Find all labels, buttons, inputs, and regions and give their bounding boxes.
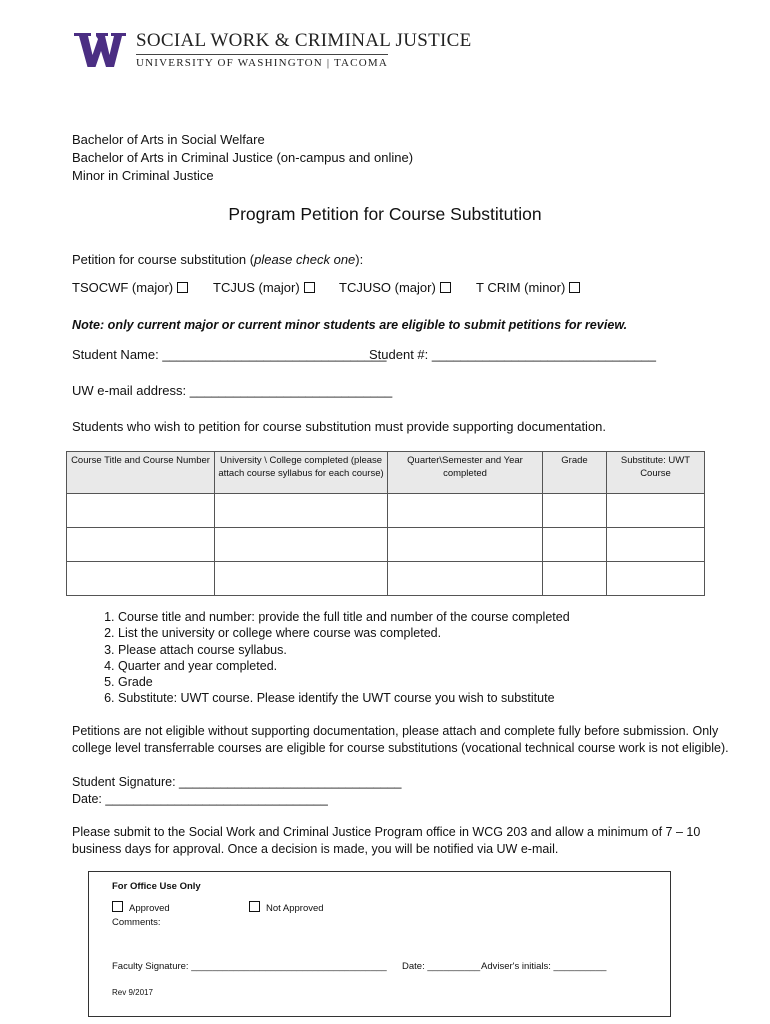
submit-line-2: business days for approval. Once a decision is made, you will be notified via UW e-mail. [72,842,559,856]
option-tcjus[interactable]: TCJUS (major) [213,279,315,297]
option-tcjuso[interactable]: TCJUSO (major) [339,279,451,297]
office-date-field[interactable]: Date: __________ [402,961,481,972]
list-item: 1. Course title and number: provide the full title and number of the course completed [118,609,570,625]
table-cell[interactable] [215,528,388,562]
course-table [66,451,705,596]
program-line-1: Bachelor of Arts in Social Welfare [72,132,265,147]
advisers-initials-field[interactable]: Adviser's initials: __________ [481,961,607,972]
uw-logo-icon [74,33,126,67]
checkbox-icon[interactable] [440,282,451,293]
list-item: 3. Please attach course syllabus. [118,642,570,658]
signature-date-field[interactable]: Date: ________________________________ [72,792,328,806]
department-title: SOCIAL WORK & CRIMINAL JUSTICE [136,30,472,51]
checkbox-icon[interactable] [249,901,260,912]
student-number-field[interactable]: Student #: _______________________________ [369,347,657,362]
column-header: Substitute: UWT Course [607,452,705,494]
table-cell[interactable] [543,562,607,596]
table-cell[interactable] [388,562,543,596]
table-cell[interactable] [388,494,543,528]
checkbox-icon[interactable] [112,901,123,912]
form-title: Program Petition for Course Substitution [228,204,542,224]
list-item: 6. Substitute: UWT course. Please identify the UWT course you wish to substitute [118,690,570,706]
table-cell[interactable] [215,494,388,528]
column-header: Course Title and Course Number [67,452,215,494]
checkbox-icon[interactable] [177,282,188,293]
comments-label: Comments: [112,917,161,928]
table-cell[interactable] [215,562,388,596]
column-header: Grade [543,452,607,494]
table-row [67,562,705,596]
faculty-signature-field[interactable]: Faculty Signature: _____________________________________ [112,961,387,972]
list-item: 4. Quarter and year completed. [118,658,570,674]
table-cell[interactable] [543,494,607,528]
table-cell[interactable] [67,562,215,596]
eligibility-line-2: college level transferrable courses are eligible for course substitutions (vocational technical course work is not eligible). [72,741,729,755]
table-cell[interactable] [67,528,215,562]
table-header-row [67,452,705,494]
eligibility-note: Note: only current major or current minor students are eligible to submit petitions for review. [72,318,628,332]
student-name-field[interactable]: Student Name: _______________________________ [72,347,387,362]
student-signature-field[interactable]: Student Signature: ________________________________ [72,775,402,789]
office-use-heading: For Office Use Only [112,881,201,892]
program-line-3: Minor in Criminal Justice [72,168,214,183]
table-cell[interactable] [543,528,607,562]
table-cell[interactable] [607,494,705,528]
table-cell[interactable] [607,528,705,562]
eligibility-line-1: Petitions are not eligible without supporting documentation, please attach and complete fully before submission. Only [72,724,719,738]
email-field[interactable]: UW e-mail address: ____________________________ [72,383,393,398]
table-cell[interactable] [67,494,215,528]
logo-divider [136,54,388,55]
table-row [67,494,705,528]
column-header: University \ College completed (please attach course syllabus for each course) [215,452,388,494]
column-header: Quarter\Semester and Year completed [388,452,543,494]
not-approved-option[interactable]: Not Approved [249,901,324,914]
revision-label: Rev 9/2017 [112,988,153,997]
office-use-box [88,871,671,1017]
petition-prompt: Petition for course substitution (please check one): [72,252,364,267]
approved-option[interactable]: Approved [112,901,170,914]
option-tsocwf[interactable]: TSOCWF (major) [72,279,188,297]
table-cell[interactable] [607,562,705,596]
university-subtitle: UNIVERSITY OF WASHINGTON | TACOMA [136,57,388,69]
instructions-list [72,609,570,707]
checkbox-icon[interactable] [304,282,315,293]
option-tcrim[interactable]: T CRIM (minor) [476,279,580,297]
submit-line-1: Please submit to the Social Work and Criminal Justice Program office in WCG 203 and allow a minimum of 7 – 10 [72,825,701,839]
documentation-text: Students who wish to petition for course substitution must provide supporting documentation. [72,419,607,434]
table-row [67,528,705,562]
checkbox-icon[interactable] [569,282,580,293]
list-item: 2. List the university or college where course was completed. [118,625,570,641]
program-line-2: Bachelor of Arts in Criminal Justice (on-campus and online) [72,150,414,165]
table-cell[interactable] [388,528,543,562]
list-item: 5. Grade [118,674,570,690]
